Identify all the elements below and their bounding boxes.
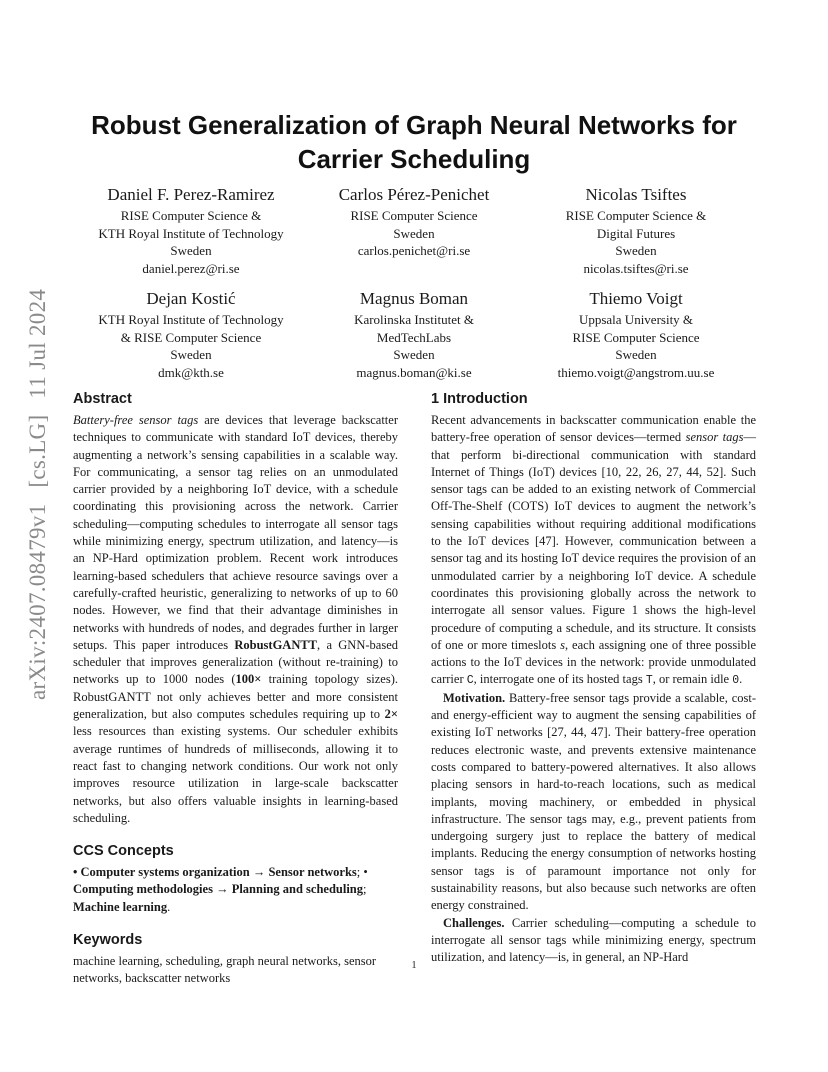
author-name: Magnus Boman <box>359 289 469 308</box>
abstract-bold-factor: 100× <box>235 672 262 687</box>
author-email: dmk@kth.se <box>158 364 224 380</box>
abstract-lead-italic: Battery-free sensor tags <box>73 413 199 427</box>
intro-text: , or remain idle <box>652 672 733 687</box>
author-name: Nicolas Tsiftes <box>585 185 687 204</box>
author-affiliation: KTH Royal Institute of Technology <box>98 312 284 327</box>
abstract-text-4: less resources than existing systems. Our scheduler exhibits average runtimes of hundreds of milliseconds, allowing it to react fast to changing network conditions. Our work not only improves resource utilization in large-scale backscatter networks, but also offers valuable insights in learning-based scheduling. <box>73 724 398 825</box>
author-block <box>66 288 316 381</box>
arxiv-id: arXiv:2407.08479v1 <box>25 503 50 700</box>
right-column <box>431 389 756 967</box>
introduction-heading: 1 Introduction <box>431 391 528 407</box>
author-block <box>511 184 761 277</box>
author-affiliation: & RISE Computer Science <box>120 329 262 345</box>
intro-code: C <box>466 674 474 688</box>
author-block <box>289 184 539 260</box>
intro-text: , interrogate one of its hosted tags <box>473 672 646 687</box>
author-country: Sweden <box>393 347 435 362</box>
author-country: Sweden <box>615 243 657 258</box>
title-line-2: Carrier Scheduling <box>297 144 531 174</box>
ccs-concept: Computing methodologies → Planning and scheduling <box>73 882 363 897</box>
author-block <box>66 184 316 277</box>
author-affiliation: KTH Royal Institute of Technology <box>98 225 284 241</box>
author-affiliation: RISE Computer Science & <box>120 208 262 223</box>
author-name: Dejan Kostić <box>146 289 236 308</box>
arxiv-date: 11 Jul 2024 <box>25 288 50 399</box>
page-number: 1 <box>411 960 417 971</box>
abstract-text <box>73 412 398 827</box>
system-name: RobustGANTT <box>234 637 318 652</box>
paragraph-heading: Challenges. <box>443 915 505 930</box>
arxiv-sidebar-stamp <box>20 0 60 700</box>
intro-text: , each assigning one of three possible actions to the IoT devices in the network: provide unmodulated carrier <box>431 637 756 687</box>
intro-text: Recent advancements in backscatter communication enable the battery-free operation of sensor devices—termed <box>431 413 756 445</box>
intro-code: T <box>645 674 653 688</box>
author-name: Carlos Pérez-Penichet <box>338 185 490 204</box>
arxiv-category: [cs.LG] <box>25 414 50 488</box>
author-country: Sweden <box>170 243 212 258</box>
author-affiliation: Uppsala University & <box>578 312 694 327</box>
left-column <box>73 389 398 988</box>
author-affiliation: RISE Computer Science <box>350 208 478 223</box>
author-email: carlos.penichet@ri.se <box>357 243 471 258</box>
keywords-heading: Keywords <box>73 932 143 949</box>
ccs-text <box>73 864 398 916</box>
motivation-paragraph <box>431 690 756 915</box>
author-block <box>511 288 761 381</box>
paragraph-heading: Motivation. <box>443 690 506 705</box>
author-email: daniel.perez@ri.se <box>142 260 240 276</box>
intro-code: 0 <box>732 674 740 688</box>
intro-text: —that perform bi-directional communication with standard Internet of Things (IoT) devices [10, 22, 26, 27, 44, 52]. Such sensor tags can be added to an existing network of Commercial Off-The-Shelf (COTS) IoT devices to augment the network’s sensing capabilities without requiring additional modifications to the IoT devices [47]. However, communication between a sensor tag and its hosting IoT device requires the provision of an unmodulated carrier by a neighboring IoT device. A schedule coordinates this provisioning globally across the network to interrogate all sensor values. Figure 1 shows the high-level procedure of computing a schedule, and its structure. It consists of one or more timeslots <box>431 430 756 652</box>
intro-paragraph-1 <box>431 412 756 690</box>
author-email: thiemo.voigt@angstrom.uu.se <box>557 364 715 380</box>
author-name: Thiemo Voigt <box>589 289 683 308</box>
paper-title <box>0 108 828 176</box>
author-affiliation: RISE Computer Science & <box>565 208 707 223</box>
challenges-paragraph <box>431 915 756 967</box>
author-email: nicolas.tsiftes@ri.se <box>583 260 689 276</box>
author-email: magnus.boman@ki.se <box>356 364 472 380</box>
ccs-separator: ; <box>363 882 367 897</box>
author-affiliation: MedTechLabs <box>376 329 452 345</box>
abstract-heading: Abstract <box>73 391 132 407</box>
author-country: Sweden <box>615 347 657 362</box>
intro-text: Carrier scheduling—computing a schedule to interrogate all sensor tags while minimizing energy, spectrum utilization, and latency—is, in general, an NP-Hard <box>431 915 756 965</box>
author-name: Daniel F. Perez-Ramirez <box>107 185 275 204</box>
keywords-text: machine learning, scheduling, graph neural networks, sensor networks, backscatter networks <box>73 954 377 986</box>
author-affiliation: Digital Futures <box>596 225 676 241</box>
abstract-text-2: , a GNN-based scheduler that improves generalization (without re-training) to networks up to 1000 nodes ( <box>73 637 398 687</box>
ccs-concept: Machine learning <box>73 899 168 914</box>
ccs-separator: ; • <box>356 865 368 880</box>
author-affiliation: RISE Computer Science <box>572 329 700 345</box>
ccs-separator: . <box>167 899 171 914</box>
ccs-concept: • Computer systems organization → Sensor networks <box>73 865 357 880</box>
intro-text: . <box>739 672 743 687</box>
ccs-heading: CCS Concepts <box>73 843 174 860</box>
abstract-bold-factor: 2× <box>384 707 398 722</box>
intro-italic-term: sensor tags <box>685 430 744 445</box>
title-line-1: Robust Generalization of Graph Neural Networks for <box>91 110 737 140</box>
author-block <box>289 288 539 381</box>
abstract-text-1: are devices that leverage backscatter techniques to communicate with standard IoT devices, thereby augmenting a network’s sensing capabilities in a scalable way. For communicating, a sensor tag relies on an unmodulated carrier provided by a neighboring IoT device, with a schedule coordinating this provisioning across the network. Carrier scheduling—computing schedules to interrogate all sensor tags while minimizing energy, spectrum utilization, and latency—is an NP-Hard optimization problem. Recent work introduces learning-based schedulers that achieve resource savings over a carefully-crafted heuristic, generalizing to networks of up to 60 nodes. However, we find that their advantage diminishes in networks with hundreds of nodes, and degrades further in larger setups. This paper introduces <box>73 413 398 652</box>
intro-italic-term: s <box>560 637 566 652</box>
intro-text: Battery-free sensor tags provide a scalable, cost- and energy-efficient way to augment the sensing capabilities of existing IoT networks [27, 44, 47]. Their battery-free operation reduces electronic waste, and prevents extensive maintenance costs compared to battery-powered alternatives. It also allows placing sensors in hard-to-reach locations, such as medical implants, moving machinery, or embedded in physical infrastructure. The sensor tags may, e.g., prevent patients from undergoing surgery just to replace the battery of medical implants. Reducing the energy consumption of networks hosting sensor tags is of paramount importance not only for sustainability reasons, but also because such networks are often energy constrained. <box>431 690 756 913</box>
author-affiliation: Karolinska Institutet & <box>354 312 474 327</box>
author-country: Sweden <box>170 347 212 362</box>
author-country: Sweden <box>393 225 435 241</box>
abstract-text-3: training topology sizes). RobustGANTT not only achieves better and more consistent generalization, but also computes schedules requiring up to <box>73 672 399 722</box>
